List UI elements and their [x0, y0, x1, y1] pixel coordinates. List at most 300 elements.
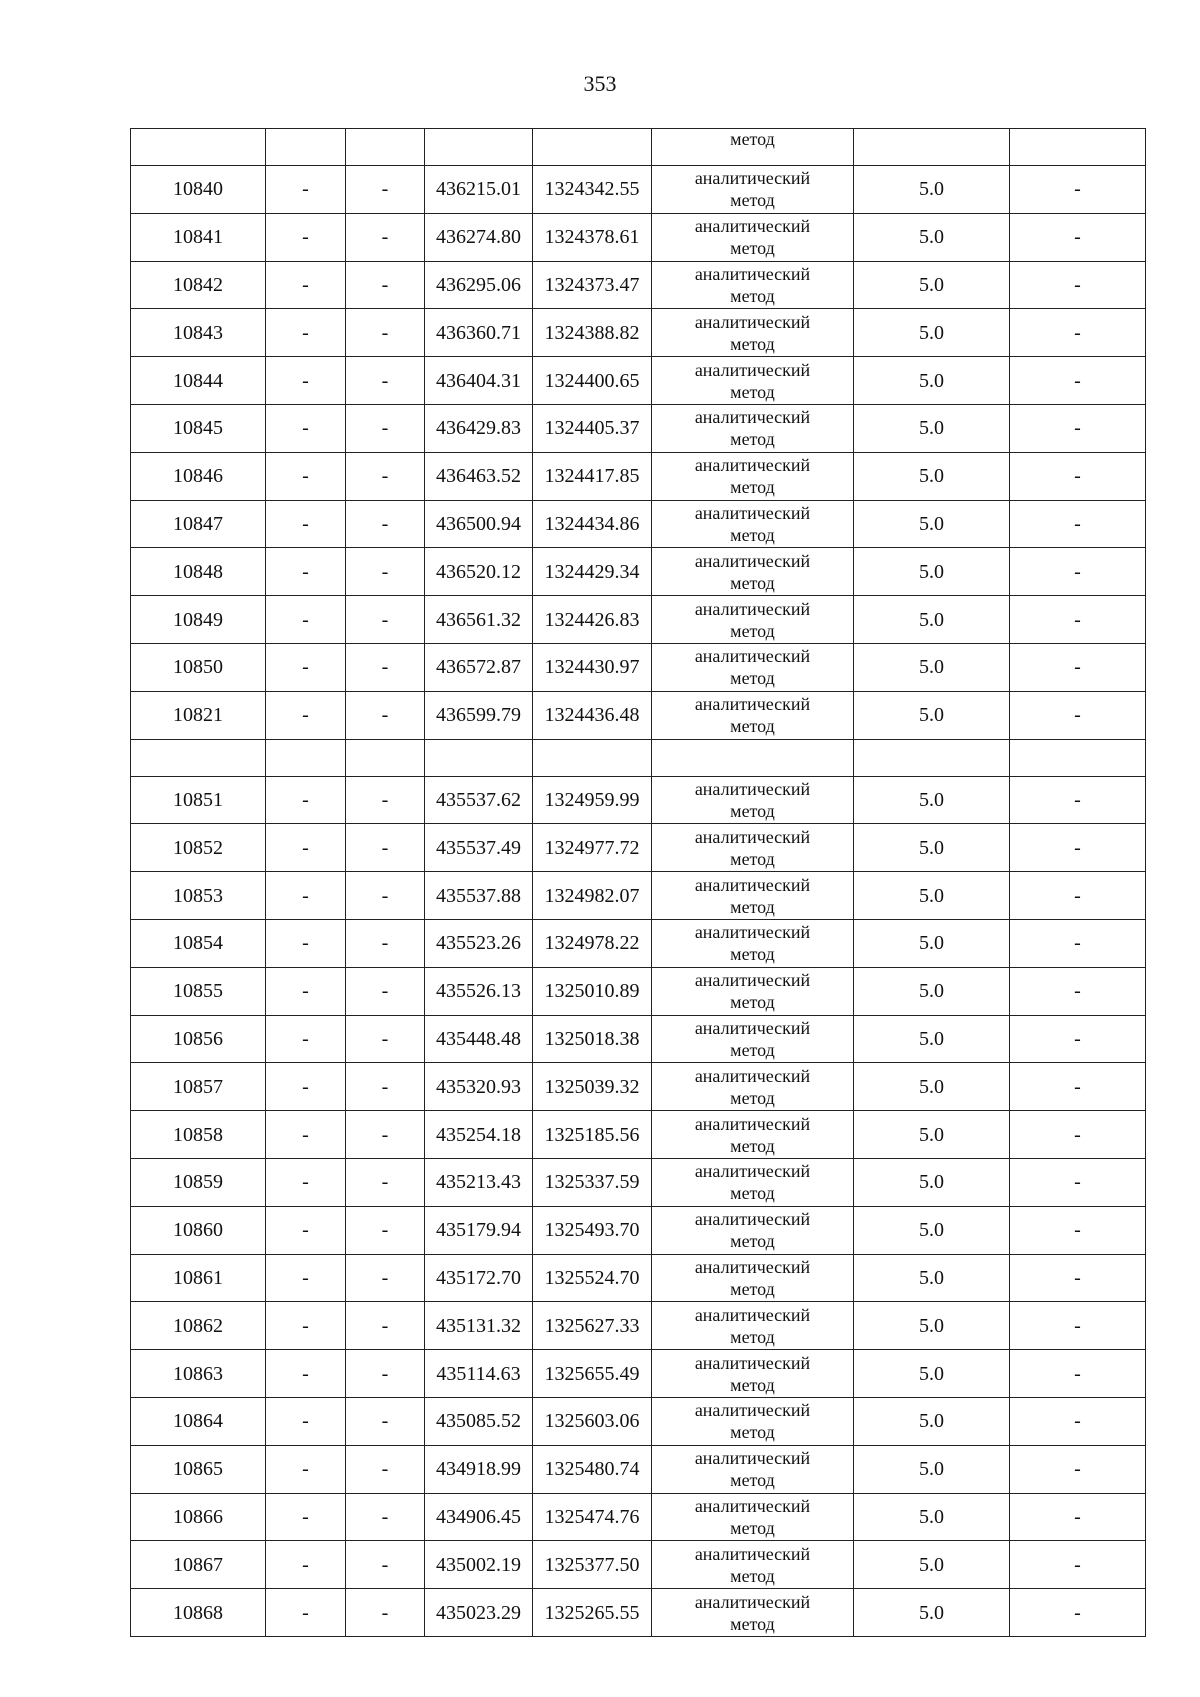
point-id-cell: 10852 [131, 824, 266, 872]
method-line-1: аналитический [694, 550, 811, 571]
accuracy-cell: 5.0 [854, 166, 1010, 214]
dash-cell: - [346, 872, 425, 920]
method-line-2: метод [730, 1278, 775, 1299]
method-cell [652, 691, 854, 739]
method-line-1: аналитический [694, 970, 811, 991]
dash-cell: - [1010, 404, 1146, 452]
point-id-cell: 10851 [131, 776, 266, 824]
dash-cell: - [1010, 500, 1146, 548]
y-coordinate-cell: 1325377.50 [533, 1541, 652, 1589]
point-id-cell: 10841 [131, 213, 266, 261]
x-coordinate-cell: 435526.13 [425, 967, 533, 1015]
y-coordinate-cell: 1325010.89 [533, 967, 652, 1015]
point-id-cell: 10867 [131, 1541, 266, 1589]
method-line-2: метод [730, 1470, 775, 1491]
y-coordinate-cell: 1325627.33 [533, 1302, 652, 1350]
accuracy-cell: 5.0 [854, 309, 1010, 357]
point-id-cell: 10843 [131, 309, 266, 357]
table-row [131, 1063, 1146, 1111]
dash-cell: - [346, 1589, 425, 1637]
x-coordinate-cell: 435085.52 [425, 1397, 533, 1445]
method-line-2: метод [730, 620, 775, 641]
method-line-1: аналитический [694, 168, 811, 189]
table-row [131, 548, 1146, 596]
x-coordinate-cell: 435448.48 [425, 1015, 533, 1063]
dash-cell: - [346, 1493, 425, 1541]
dash-cell: - [1010, 872, 1146, 920]
dash-cell: - [1010, 1015, 1146, 1063]
dash-cell: - [346, 1063, 425, 1111]
method-line-2: метод [730, 238, 775, 259]
method-cell [652, 500, 854, 548]
dash-cell: - [266, 452, 346, 500]
empty-cell [131, 129, 266, 166]
empty-cell [346, 739, 425, 776]
y-coordinate-cell: 1325480.74 [533, 1445, 652, 1493]
table-row [131, 1493, 1146, 1541]
accuracy-cell: 5.0 [854, 919, 1010, 967]
method-line-1: аналитический [694, 216, 811, 237]
dash-cell: - [266, 776, 346, 824]
accuracy-cell: 5.0 [854, 1015, 1010, 1063]
y-coordinate-cell: 1325337.59 [533, 1158, 652, 1206]
table-row [131, 1589, 1146, 1637]
y-coordinate-cell: 1324436.48 [533, 691, 652, 739]
dash-cell: - [266, 548, 346, 596]
method-line-1: аналитический [694, 598, 811, 619]
y-coordinate-cell: 1325655.49 [533, 1350, 652, 1398]
y-coordinate-cell: 1324373.47 [533, 261, 652, 309]
method-line-2: метод [730, 800, 775, 821]
method-line-1: аналитический [694, 826, 811, 847]
dash-cell: - [1010, 824, 1146, 872]
dash-cell: - [346, 452, 425, 500]
dash-cell: - [346, 1302, 425, 1350]
accuracy-cell: 5.0 [854, 1302, 1010, 1350]
y-coordinate-cell: 1324400.65 [533, 357, 652, 405]
dash-cell: - [1010, 1206, 1146, 1254]
method-line-2: метод [730, 716, 775, 737]
dash-cell: - [346, 1350, 425, 1398]
method-cell [652, 776, 854, 824]
y-coordinate-cell: 1325603.06 [533, 1397, 652, 1445]
x-coordinate-cell: 436500.94 [425, 500, 533, 548]
coordinates-table [130, 128, 1146, 1637]
dash-cell: - [1010, 213, 1146, 261]
method-line-2: метод [730, 1183, 775, 1204]
dash-cell: - [1010, 643, 1146, 691]
accuracy-cell: 5.0 [854, 824, 1010, 872]
method-line-2: метод [730, 992, 775, 1013]
method-cell [652, 1254, 854, 1302]
dash-cell: - [346, 1015, 425, 1063]
dash-cell: - [346, 548, 425, 596]
method-cell [652, 1302, 854, 1350]
dash-cell: - [1010, 261, 1146, 309]
method-line-2: метод [730, 1231, 775, 1252]
dash-cell: - [1010, 357, 1146, 405]
x-coordinate-cell: 436360.71 [425, 309, 533, 357]
method-line-1: аналитический [694, 1591, 811, 1612]
method-line-1: аналитический [694, 1161, 811, 1182]
point-id-cell: 10854 [131, 919, 266, 967]
point-id-cell: 10862 [131, 1302, 266, 1350]
table-row [131, 691, 1146, 739]
dash-cell: - [266, 1015, 346, 1063]
x-coordinate-cell: 436215.01 [425, 166, 533, 214]
method-cell [652, 452, 854, 500]
table-row [131, 596, 1146, 644]
accuracy-cell: 5.0 [854, 1206, 1010, 1254]
point-id-cell: 10850 [131, 643, 266, 691]
y-coordinate-cell: 1325474.76 [533, 1493, 652, 1541]
method-line-1: аналитический [694, 922, 811, 943]
table-row [131, 1541, 1146, 1589]
method-cell [652, 1063, 854, 1111]
dash-cell: - [266, 261, 346, 309]
method-line-1: аналитический [694, 694, 811, 715]
dash-cell: - [266, 1589, 346, 1637]
accuracy-cell: 5.0 [854, 213, 1010, 261]
table-row [131, 309, 1146, 357]
table-row [131, 1111, 1146, 1159]
method-line-2: метод [730, 1087, 775, 1108]
method-cell [652, 309, 854, 357]
y-coordinate-cell: 1325039.32 [533, 1063, 652, 1111]
y-coordinate-cell: 1324342.55 [533, 166, 652, 214]
method-cell [652, 1111, 854, 1159]
method-cell [652, 824, 854, 872]
dash-cell: - [346, 309, 425, 357]
accuracy-cell: 5.0 [854, 1397, 1010, 1445]
table-row [131, 967, 1146, 1015]
x-coordinate-cell: 435023.29 [425, 1589, 533, 1637]
dash-cell: - [1010, 1302, 1146, 1350]
x-coordinate-cell: 436429.83 [425, 404, 533, 452]
method-cell [652, 166, 854, 214]
dash-cell: - [266, 643, 346, 691]
point-id-cell: 10844 [131, 357, 266, 405]
dash-cell: - [266, 872, 346, 920]
accuracy-cell: 5.0 [854, 596, 1010, 644]
x-coordinate-cell: 435320.93 [425, 1063, 533, 1111]
dash-cell: - [1010, 452, 1146, 500]
dash-cell: - [266, 1063, 346, 1111]
method-line-2: метод [730, 285, 775, 306]
accuracy-cell: 5.0 [854, 1063, 1010, 1111]
point-id-cell: 10849 [131, 596, 266, 644]
table-row [131, 1206, 1146, 1254]
method-line-1: аналитический [694, 1352, 811, 1373]
method-line-1: аналитический [694, 778, 811, 799]
method-cell [652, 967, 854, 1015]
dash-cell: - [1010, 1111, 1146, 1159]
dash-cell: - [1010, 1589, 1146, 1637]
method-line-1: аналитический [694, 407, 811, 428]
dash-cell: - [266, 1302, 346, 1350]
table-row [131, 872, 1146, 920]
x-coordinate-cell: 435254.18 [425, 1111, 533, 1159]
accuracy-cell: 5.0 [854, 872, 1010, 920]
point-id-cell: 10847 [131, 500, 266, 548]
method-cell [652, 1541, 854, 1589]
dash-cell: - [1010, 1541, 1146, 1589]
accuracy-cell: 5.0 [854, 404, 1010, 452]
dash-cell: - [266, 1541, 346, 1589]
table-row [131, 1350, 1146, 1398]
dash-cell: - [346, 1445, 425, 1493]
dash-cell: - [1010, 309, 1146, 357]
dash-cell: - [346, 596, 425, 644]
method-line-2: метод [730, 896, 775, 917]
empty-cell [652, 739, 854, 776]
empty-cell [425, 129, 533, 166]
dash-cell: - [266, 691, 346, 739]
point-id-cell: 10858 [131, 1111, 266, 1159]
dash-cell: - [346, 824, 425, 872]
point-id-cell: 10855 [131, 967, 266, 1015]
method-line-1: аналитический [694, 646, 811, 667]
table-row [131, 500, 1146, 548]
table-row [131, 776, 1146, 824]
point-id-cell: 10821 [131, 691, 266, 739]
dash-cell: - [346, 1397, 425, 1445]
method-line-1: аналитический [694, 1304, 811, 1325]
y-coordinate-cell: 1324434.86 [533, 500, 652, 548]
point-id-cell: 10853 [131, 872, 266, 920]
point-id-cell: 10863 [131, 1350, 266, 1398]
x-coordinate-cell: 435114.63 [425, 1350, 533, 1398]
x-coordinate-cell: 436561.32 [425, 596, 533, 644]
method-line-2: метод [730, 1374, 775, 1395]
y-coordinate-cell: 1324982.07 [533, 872, 652, 920]
method-cell [652, 213, 854, 261]
method-cell [652, 1015, 854, 1063]
point-id-cell: 10845 [131, 404, 266, 452]
x-coordinate-cell: 435002.19 [425, 1541, 533, 1589]
dash-cell: - [1010, 1254, 1146, 1302]
method-cell [652, 1350, 854, 1398]
y-coordinate-cell: 1324378.61 [533, 213, 652, 261]
empty-cell [1010, 129, 1146, 166]
method-line-1: аналитический [694, 311, 811, 332]
method-line-2: метод [730, 190, 775, 211]
table-row [131, 1254, 1146, 1302]
method-cell [652, 261, 854, 309]
dash-cell: - [1010, 596, 1146, 644]
y-coordinate-cell: 1324417.85 [533, 452, 652, 500]
empty-cell [266, 129, 346, 166]
y-coordinate-cell: 1325018.38 [533, 1015, 652, 1063]
method-line-1: аналитический [694, 1543, 811, 1564]
dash-cell: - [346, 919, 425, 967]
method-line-1: аналитический [694, 1256, 811, 1277]
dash-cell: - [266, 1493, 346, 1541]
dash-cell: - [346, 1158, 425, 1206]
x-coordinate-cell: 435172.70 [425, 1254, 533, 1302]
accuracy-cell: 5.0 [854, 1350, 1010, 1398]
y-coordinate-cell: 1325524.70 [533, 1254, 652, 1302]
method-line-2: метод [730, 1517, 775, 1538]
accuracy-cell: 5.0 [854, 1111, 1010, 1159]
table-row [131, 824, 1146, 872]
method-cell [652, 1206, 854, 1254]
accuracy-cell: 5.0 [854, 1254, 1010, 1302]
method-line-1: аналитический [694, 502, 811, 523]
dash-cell: - [1010, 548, 1146, 596]
dash-cell: - [1010, 1397, 1146, 1445]
point-id-cell: 10842 [131, 261, 266, 309]
method-line-2: метод [730, 1039, 775, 1060]
method-line-1: аналитический [694, 1017, 811, 1038]
method-cell: метод [652, 129, 854, 166]
dash-cell: - [266, 213, 346, 261]
dash-cell: - [266, 500, 346, 548]
x-coordinate-cell: 436572.87 [425, 643, 533, 691]
point-id-cell: 10856 [131, 1015, 266, 1063]
dash-cell: - [346, 691, 425, 739]
table-row [131, 1397, 1146, 1445]
x-coordinate-cell: 436520.12 [425, 548, 533, 596]
dash-cell: - [1010, 1158, 1146, 1206]
method-line-2: метод [730, 944, 775, 965]
dash-cell: - [1010, 919, 1146, 967]
method-line-2: метод [730, 572, 775, 593]
x-coordinate-cell: 436295.06 [425, 261, 533, 309]
dash-cell: - [346, 261, 425, 309]
accuracy-cell: 5.0 [854, 1493, 1010, 1541]
table-row [131, 166, 1146, 214]
method-cell [652, 1445, 854, 1493]
x-coordinate-cell: 436404.31 [425, 357, 533, 405]
x-coordinate-cell: 435523.26 [425, 919, 533, 967]
y-coordinate-cell: 1324959.99 [533, 776, 652, 824]
y-coordinate-cell: 1324405.37 [533, 404, 652, 452]
method-line-2: метод [730, 524, 775, 545]
dash-cell: - [1010, 691, 1146, 739]
method-cell [652, 1158, 854, 1206]
dash-cell: - [1010, 1063, 1146, 1111]
empty-cell [266, 739, 346, 776]
method-cell [652, 1493, 854, 1541]
dash-cell: - [266, 309, 346, 357]
dash-cell: - [346, 776, 425, 824]
dash-cell: - [266, 1445, 346, 1493]
method-line-2: метод [730, 333, 775, 354]
y-coordinate-cell: 1325493.70 [533, 1206, 652, 1254]
method-cell [652, 357, 854, 405]
table-row [131, 261, 1146, 309]
dash-cell: - [346, 1111, 425, 1159]
y-coordinate-cell: 1325185.56 [533, 1111, 652, 1159]
method-line-2: метод [730, 477, 775, 498]
method-cell [652, 643, 854, 691]
method-line-2: метод [730, 381, 775, 402]
accuracy-cell: 5.0 [854, 776, 1010, 824]
y-coordinate-cell: 1324388.82 [533, 309, 652, 357]
accuracy-cell: 5.0 [854, 548, 1010, 596]
dash-cell: - [346, 1206, 425, 1254]
empty-cell [533, 739, 652, 776]
method-line-2: метод [730, 1565, 775, 1586]
x-coordinate-cell: 436274.80 [425, 213, 533, 261]
page-number: 353 [583, 71, 617, 96]
dash-cell: - [1010, 967, 1146, 1015]
accuracy-cell: 5.0 [854, 1158, 1010, 1206]
continued-header-row [131, 129, 1146, 166]
table-row [131, 452, 1146, 500]
table-row [131, 213, 1146, 261]
dash-cell: - [266, 166, 346, 214]
y-coordinate-cell: 1324977.72 [533, 824, 652, 872]
x-coordinate-cell: 435213.43 [425, 1158, 533, 1206]
dash-cell: - [346, 213, 425, 261]
x-coordinate-cell: 435537.88 [425, 872, 533, 920]
point-id-cell: 10865 [131, 1445, 266, 1493]
dash-cell: - [1010, 1350, 1146, 1398]
y-coordinate-cell: 1324978.22 [533, 919, 652, 967]
method-cell [652, 919, 854, 967]
empty-cell [131, 739, 266, 776]
accuracy-cell: 5.0 [854, 1541, 1010, 1589]
method-line-2: метод [730, 1613, 775, 1634]
point-id-cell: 10848 [131, 548, 266, 596]
point-id-cell: 10864 [131, 1397, 266, 1445]
table-row [131, 919, 1146, 967]
x-coordinate-cell: 435131.32 [425, 1302, 533, 1350]
method-line-1: аналитический [694, 1495, 811, 1516]
x-coordinate-cell: 434918.99 [425, 1445, 533, 1493]
x-coordinate-cell: 436463.52 [425, 452, 533, 500]
accuracy-cell: 5.0 [854, 357, 1010, 405]
dash-cell: - [266, 1206, 346, 1254]
dash-cell: - [346, 404, 425, 452]
x-coordinate-cell: 435537.62 [425, 776, 533, 824]
x-coordinate-cell: 435179.94 [425, 1206, 533, 1254]
dash-cell: - [266, 919, 346, 967]
point-id-cell: 10860 [131, 1206, 266, 1254]
dash-cell: - [346, 166, 425, 214]
dash-cell: - [266, 1111, 346, 1159]
dash-cell: - [266, 1158, 346, 1206]
method-line-1: аналитический [694, 1400, 811, 1421]
dash-cell: - [346, 643, 425, 691]
dash-cell: - [346, 500, 425, 548]
y-coordinate-cell: 1324429.34 [533, 548, 652, 596]
point-id-cell: 10866 [131, 1493, 266, 1541]
table-row [131, 1302, 1146, 1350]
y-coordinate-cell: 1325265.55 [533, 1589, 652, 1637]
dash-cell: - [346, 1254, 425, 1302]
method-line-2: метод [730, 1326, 775, 1347]
table-row [131, 643, 1146, 691]
empty-cell [1010, 739, 1146, 776]
method-line-2: метод [730, 1135, 775, 1156]
dash-cell: - [266, 1350, 346, 1398]
method-line-1: аналитический [694, 1065, 811, 1086]
accuracy-cell: 5.0 [854, 643, 1010, 691]
point-id-cell: 10861 [131, 1254, 266, 1302]
dash-cell: - [266, 357, 346, 405]
method-cell [652, 548, 854, 596]
method-line-1: аналитический [694, 1209, 811, 1230]
accuracy-cell: 5.0 [854, 691, 1010, 739]
dash-cell: - [346, 357, 425, 405]
accuracy-cell: 5.0 [854, 500, 1010, 548]
dash-cell: - [1010, 166, 1146, 214]
dash-cell: - [1010, 1445, 1146, 1493]
method-line-2: метод [730, 1422, 775, 1443]
